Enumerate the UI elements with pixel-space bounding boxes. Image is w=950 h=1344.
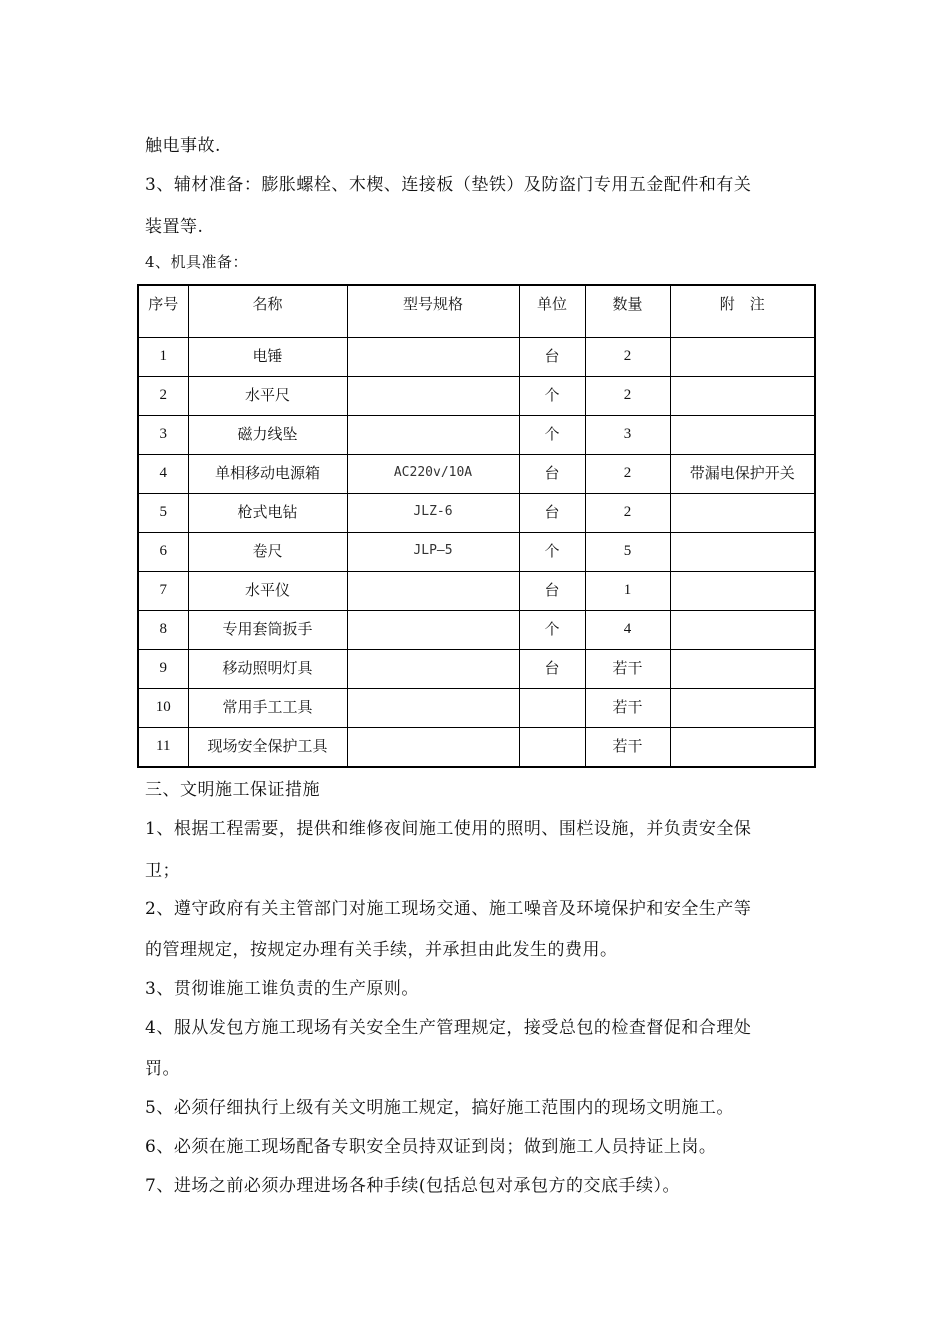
row-no: 9 <box>138 650 188 689</box>
table-row <box>138 415 815 454</box>
row-spec: AC220v/10A <box>347 454 519 493</box>
row-qty: 2 <box>585 337 670 376</box>
table-row <box>138 493 815 532</box>
row-note <box>670 611 815 650</box>
row-no: 10 <box>138 689 188 728</box>
row-no: 8 <box>138 611 188 650</box>
table-row <box>138 650 815 689</box>
section-title: 三、文明施工保证措施 <box>145 780 320 800</box>
row-no: 6 <box>138 532 188 571</box>
row-unit <box>519 728 585 767</box>
header-unit: 单位 <box>519 285 585 337</box>
row-unit: 台 <box>519 493 585 532</box>
row-qty: 2 <box>585 454 670 493</box>
row-qty: 2 <box>585 376 670 415</box>
body-line-2: 卫； <box>145 861 180 881</box>
row-note <box>670 337 815 376</box>
table-row <box>138 571 815 610</box>
row-name: 移动照明灯具 <box>188 650 347 689</box>
body-line-7: 罚。 <box>145 1059 180 1079</box>
row-name: 单相移动电源箱 <box>188 454 347 493</box>
row-no: 3 <box>138 415 188 454</box>
row-unit: 个 <box>519 376 585 415</box>
row-unit: 台 <box>519 337 585 376</box>
row-qty: 若干 <box>585 689 670 728</box>
table-row <box>138 728 815 767</box>
row-note <box>670 415 815 454</box>
row-spec: JLZ-6 <box>347 493 519 532</box>
table-row <box>138 376 815 415</box>
equipment-table <box>137 284 816 768</box>
row-qty: 5 <box>585 532 670 571</box>
row-unit: 个 <box>519 532 585 571</box>
row-qty: 3 <box>585 415 670 454</box>
body-line-3: 2、遵守政府有关主管部门对施工现场交通、施工噪音及环境保护和安全生产等 <box>145 899 752 919</box>
row-name: 电锤 <box>188 337 347 376</box>
table-header-row <box>138 285 815 337</box>
row-name: 水平仪 <box>188 571 347 610</box>
top-line-2: 3、辅材准备：膨胀螺栓、木楔、连接板（垫铁）及防盗门专用五金配件和有关 <box>145 175 752 195</box>
body-line-6: 4、服从发包方施工现场有关安全生产管理规定，接受总包的检查督促和合理处 <box>145 1018 752 1038</box>
body-line-9: 6、必须在施工现场配备专职安全员持双证到岗；做到施工人员持证上岗。 <box>145 1137 717 1157</box>
row-spec <box>347 650 519 689</box>
row-qty: 若干 <box>585 650 670 689</box>
row-spec <box>347 728 519 767</box>
row-note <box>670 493 815 532</box>
row-no: 4 <box>138 454 188 493</box>
body-line-4: 的管理规定，按规定办理有关手续，并承担由此发生的费用。 <box>145 940 618 960</box>
top-line-3: 装置等. <box>145 217 204 237</box>
row-spec <box>347 689 519 728</box>
row-unit: 个 <box>519 415 585 454</box>
row-name: 常用手工工具 <box>188 689 347 728</box>
row-no: 5 <box>138 493 188 532</box>
row-spec <box>347 415 519 454</box>
row-name: 现场安全保护工具 <box>188 728 347 767</box>
table-row <box>138 532 815 571</box>
row-unit: 台 <box>519 454 585 493</box>
row-name: 枪式电钻 <box>188 493 347 532</box>
row-spec <box>347 376 519 415</box>
row-qty: 若干 <box>585 728 670 767</box>
header-qty: 数量 <box>585 285 670 337</box>
row-unit: 台 <box>519 650 585 689</box>
body-line-10: 7、进场之前必须办理进场各种手续(包括总包对承包方的交底手续）。 <box>145 1176 680 1196</box>
header-spec: 型号规格 <box>347 285 519 337</box>
top-line-4: 4、机具准备： <box>145 253 249 271</box>
row-no: 7 <box>138 571 188 610</box>
row-note <box>670 376 815 415</box>
row-spec <box>347 337 519 376</box>
row-note <box>670 689 815 728</box>
row-unit: 个 <box>519 611 585 650</box>
row-spec <box>347 611 519 650</box>
row-qty: 1 <box>585 571 670 610</box>
row-note: 带漏电保护开关 <box>670 454 815 493</box>
row-unit: 台 <box>519 571 585 610</box>
row-spec <box>347 571 519 610</box>
row-name: 专用套筒扳手 <box>188 611 347 650</box>
row-spec: JLP—5 <box>347 532 519 571</box>
row-qty: 4 <box>585 611 670 650</box>
body-line-5: 3、贯彻谁施工谁负责的生产原则。 <box>145 979 419 999</box>
table-row <box>138 454 815 493</box>
table-row <box>138 689 815 728</box>
row-no: 1 <box>138 337 188 376</box>
top-line-1: 触电事故. <box>145 136 221 156</box>
table-row <box>138 611 815 650</box>
body-line-8: 5、必须仔细执行上级有关文明施工规定，搞好施工范围内的现场文明施工。 <box>145 1098 734 1118</box>
body-line-1: 1、根据工程需要，提供和维修夜间施工使用的照明、围栏设施，并负责安全保 <box>145 819 752 839</box>
row-no: 11 <box>138 728 188 767</box>
row-name: 磁力线坠 <box>188 415 347 454</box>
table-row <box>138 337 815 376</box>
header-no: 序号 <box>138 285 188 337</box>
row-note <box>670 532 815 571</box>
row-no: 2 <box>138 376 188 415</box>
row-note <box>670 571 815 610</box>
header-note: 附 注 <box>670 285 815 337</box>
row-name: 水平尺 <box>188 376 347 415</box>
header-name: 名称 <box>188 285 347 337</box>
row-unit <box>519 689 585 728</box>
row-qty: 2 <box>585 493 670 532</box>
row-note <box>670 728 815 767</box>
row-name: 卷尺 <box>188 532 347 571</box>
row-note <box>670 650 815 689</box>
